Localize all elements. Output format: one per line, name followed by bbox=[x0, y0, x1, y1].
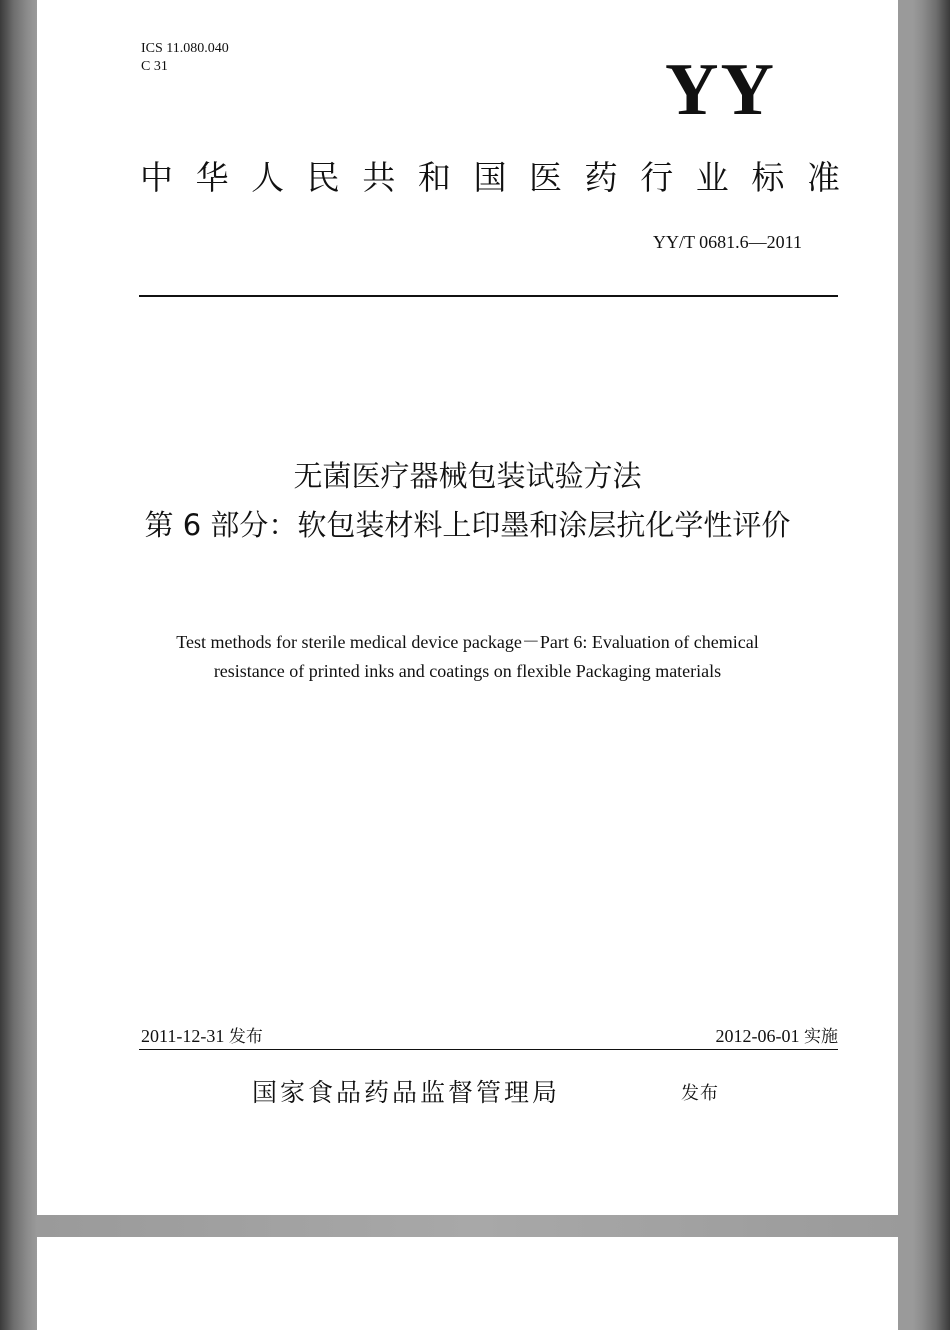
standard-type-char: 中 bbox=[140, 158, 173, 197]
classification-codes bbox=[141, 40, 229, 76]
standard-type-char: 业 bbox=[695, 158, 729, 197]
implement-label: 实施 bbox=[804, 1027, 838, 1047]
standard-type-char: 药 bbox=[584, 158, 618, 197]
title-cn-line1: 无菌医疗器械包装试验方法 bbox=[293, 459, 642, 493]
yy-logo: YY bbox=[665, 49, 776, 131]
standard-type-char: 国 bbox=[473, 158, 507, 197]
issue-date-block bbox=[141, 1024, 263, 1049]
cover-page bbox=[37, 0, 898, 1215]
standard-type-char: 民 bbox=[306, 158, 340, 197]
ccs-code: C 31 bbox=[141, 59, 168, 74]
issuing-authority: 国家食品药品监督管理局 bbox=[252, 1078, 561, 1107]
top-divider bbox=[139, 295, 838, 297]
bottom-divider bbox=[139, 1049, 838, 1050]
standard-type-title bbox=[140, 154, 840, 202]
title-cn-line2: 第 6 部分：软包装材料上印墨和涂层抗化学性评价 bbox=[144, 508, 791, 542]
title-en-line1: Test methods for sterile medical device package－Part 6: Evaluation of chemical bbox=[176, 632, 759, 652]
issue-date: 2011-12-31 bbox=[141, 1026, 225, 1046]
standard-type-char: 标 bbox=[751, 158, 785, 197]
issuer-suffix: 发布 bbox=[681, 1083, 719, 1104]
standard-type-char: 人 bbox=[251, 158, 285, 197]
standard-type-char: 和 bbox=[417, 158, 451, 197]
next-page bbox=[37, 1237, 898, 1330]
standard-type-char: 医 bbox=[529, 158, 563, 197]
issue-label: 发布 bbox=[228, 1027, 263, 1047]
standard-type-char: 准 bbox=[806, 158, 840, 197]
implement-date-block bbox=[716, 1024, 839, 1049]
standard-type-char: 行 bbox=[640, 158, 674, 197]
standard-number: YY/T 0681.6—2011 bbox=[652, 232, 802, 252]
ics-code: ICS 11.080.040 bbox=[141, 41, 229, 56]
title-en-line2: resistance of printed inks and coatings on flexible Packaging materials bbox=[213, 661, 722, 681]
standard-type-char: 共 bbox=[362, 158, 396, 197]
implement-date: 2012-06-01 bbox=[715, 1026, 800, 1046]
standard-type-char: 华 bbox=[195, 158, 229, 197]
